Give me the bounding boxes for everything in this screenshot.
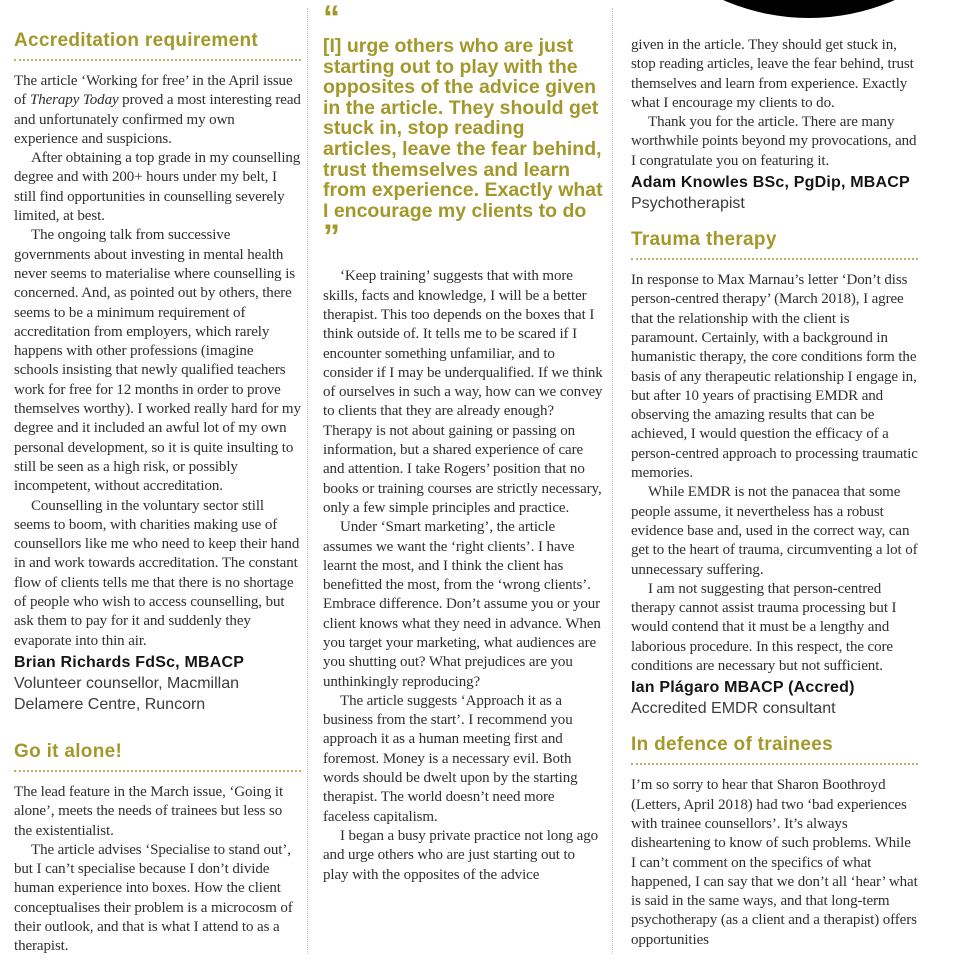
open-quote-icon: “ bbox=[323, 0, 340, 37]
letter-paragraph: I began a busy private practice not long ago and urge others who are just starting out to play with the opposites of the advice bbox=[323, 827, 599, 883]
close-quote-icon: ” bbox=[323, 218, 340, 257]
magazine-title-italic: Therapy Today bbox=[29, 92, 119, 109]
column-divider bbox=[612, 8, 613, 954]
letter-heading: Accreditation requirement bbox=[14, 30, 258, 51]
letter-heading: In defence of trainees bbox=[631, 734, 833, 756]
letter-heading: Go it alone! bbox=[14, 740, 123, 762]
letter-paragraph: ‘Keep training’ suggests that with more skills, facts and knowledge, I will be a better therapist. This too depends on the boxes that I think outside of. It tells me to be scared if I encounter something unfamiliar, and to consider if I may be underqualified. If we think of ourselves in such a way, how can we convey to clients that they are already enough? Therapy is not about gaining or passing on information, but a shared experience of care and attention. I take Rogers’ position that no books or training courses are strictly necessary, only a few simple principles and practice. bbox=[323, 268, 603, 516]
letter-signature: Brian Richards FdSc, MBACP bbox=[14, 653, 245, 671]
paragraph-text: The article ‘Working for free’ in the April issue of bbox=[14, 73, 293, 109]
letter-heading: Trauma therapy bbox=[631, 229, 777, 251]
letter-paragraph bbox=[14, 72, 301, 149]
column-divider bbox=[307, 8, 308, 954]
letter-trauma-therapy bbox=[631, 229, 918, 719]
letter-accreditation-requirement bbox=[14, 30, 301, 715]
letter-paragraph: The lead feature in the March issue, ‘Going it alone’, meets the needs of trainees but less so the existentialist. bbox=[14, 783, 284, 839]
letter-body-continued bbox=[323, 267, 603, 885]
heading-dotted-rule bbox=[14, 59, 301, 61]
letter-in-defence-of-trainees bbox=[631, 734, 918, 950]
signature-role: Volunteer counsellor, Macmillan Delamere Centre, Runcorn bbox=[14, 674, 240, 713]
column-right bbox=[631, 0, 918, 964]
letter-paragraph: Thank you for the article. There are many worthwhile points beyond my provocations, and I congratulate you on featuring it. bbox=[631, 114, 917, 169]
letter-paragraph: I am not suggesting that person-centred therapy cannot assist trauma processing but I would contend that it must be a lengthy and laborious procedure. In this respect, the core conditions are necessary but not sufficient. bbox=[631, 580, 897, 675]
heading-dotted-rule bbox=[14, 770, 301, 772]
letter-paragraph: After obtaining a top grade in my counselling degree and with 200+ hours under my belt, I still find opportunities in counselling severely limited, at best. bbox=[14, 150, 301, 225]
letter-paragraph: The article suggests ‘Approach it as a business from the start’. I recommend you approach it as a human meeting first and foremost. Money is a necessary evil. Both words should be dwelt upon by the starting therapist. The world doesn’t need more faceless capitalism. bbox=[323, 692, 578, 825]
column-center bbox=[323, 0, 603, 964]
letter-paragraph: given in the article. They should get stuck in, stop reading articles, leave the fear behind, trust themselves and learn from experience. Exactly what I encourage my clients to do. bbox=[631, 37, 914, 111]
paragraph-text: proved a most interesting read and unfortunately confirmed my own experience and suspicions. bbox=[14, 92, 301, 147]
heading-dotted-rule bbox=[631, 763, 918, 765]
letter-paragraph: I’m so sorry to hear that Sharon Boothroyd (Letters, April 2018) had two ‘bad experiences with trainee counsellors’. It’s always disheartening to know of such problems. While I can’t comment on the specifics of what happened, I can say that we don’t all ‘hear’ what is said in the same ways, and that long-term psychotherapy (as a client and a therapist) offers opportunities bbox=[631, 777, 918, 948]
pull-quote-text: [I] urge others who are just starting out to play with the opposites of the advice given in the article. They should get stuck in, stop reading articles, leave the fear behind, trust themselves and learn from experience. Exactly what I encourage my clients to do bbox=[323, 35, 603, 222]
letter-paragraph: The article advises ‘Specialise to stand out’, but I can’t specialise because I don’t divide human experience into boxes. How the client conceptualises their problem is a microcosm of their outlook, and that is what I attend to as a therapist. bbox=[14, 841, 293, 955]
letter-signature: Ian Plágaro MBACP (Accred) bbox=[631, 679, 855, 697]
letter-go-it-alone bbox=[14, 741, 301, 957]
letter-paragraph: While EMDR is not the panacea that some people assume, it nevertheless has a robust evidence base and, used in the correct way, can get to the heart of trauma, circumventing a lot of unnecessary suffering. bbox=[631, 484, 918, 578]
letter-paragraph: Counselling in the voluntary sector still seems to boom, with charities making use of counsellors like me who need to keep their hand in and work towards accreditation. The constant flow of clients tells me that there is no shortage of people who wish to access counselling, but ask them to pay for it and suddenly they evaporate into thin air. bbox=[14, 497, 300, 649]
letter-paragraph: The ongoing talk from successive governments about investing in mental health never seems to materialise where counselling is concerned. And, as pointed out by others, there seems to be a minimum requirement of accreditation from employers, which rarely happens with other professions (imagine schools insisting that newly qualified teachers work for free for 12 months in order to prove themselves worthy). I worked really hard for my degree and it included an awful lot of my own personal development, so it is quite insulting to still be seen as a high risk, or possibly incompetent, without accreditation. bbox=[14, 227, 301, 495]
letter-paragraph: Under ‘Smart marketing’, the article assumes we want the ‘right clients’. I have learnt the most, and I think the client has benefitted the most, from the ‘wrong clients’. Embrace difference. Don’t assume you or your client knows what they need in advance. When you target your marketing, what audiences are you shutting out? What prejudices are you unthinkingly reproducing? bbox=[323, 519, 601, 690]
column-left bbox=[14, 0, 301, 964]
pull-quote-block bbox=[323, 0, 603, 257]
letter-signature: Adam Knowles BSc, PgDip, MBACP bbox=[631, 174, 910, 192]
letter-continuation bbox=[631, 36, 918, 214]
signature-role: Accredited EMDR consultant bbox=[631, 700, 836, 718]
signature-role: Psychotherapist bbox=[631, 195, 745, 213]
heading-dotted-rule bbox=[631, 258, 918, 260]
letter-paragraph: In response to Max Marnau’s letter ‘Don’t diss person-centred therapy’ (March 2018), I agree that the relationship with the client is paramount. Certainly, with a background in humanistic therapy, the core conditions form the basis of any therapeutic relationship I engage in, but after 10 years of practising EMDR and observing the amazing results that can be achieved, I would question the efficacy of a person-centred approach to processing traumatic memories. bbox=[631, 272, 918, 482]
